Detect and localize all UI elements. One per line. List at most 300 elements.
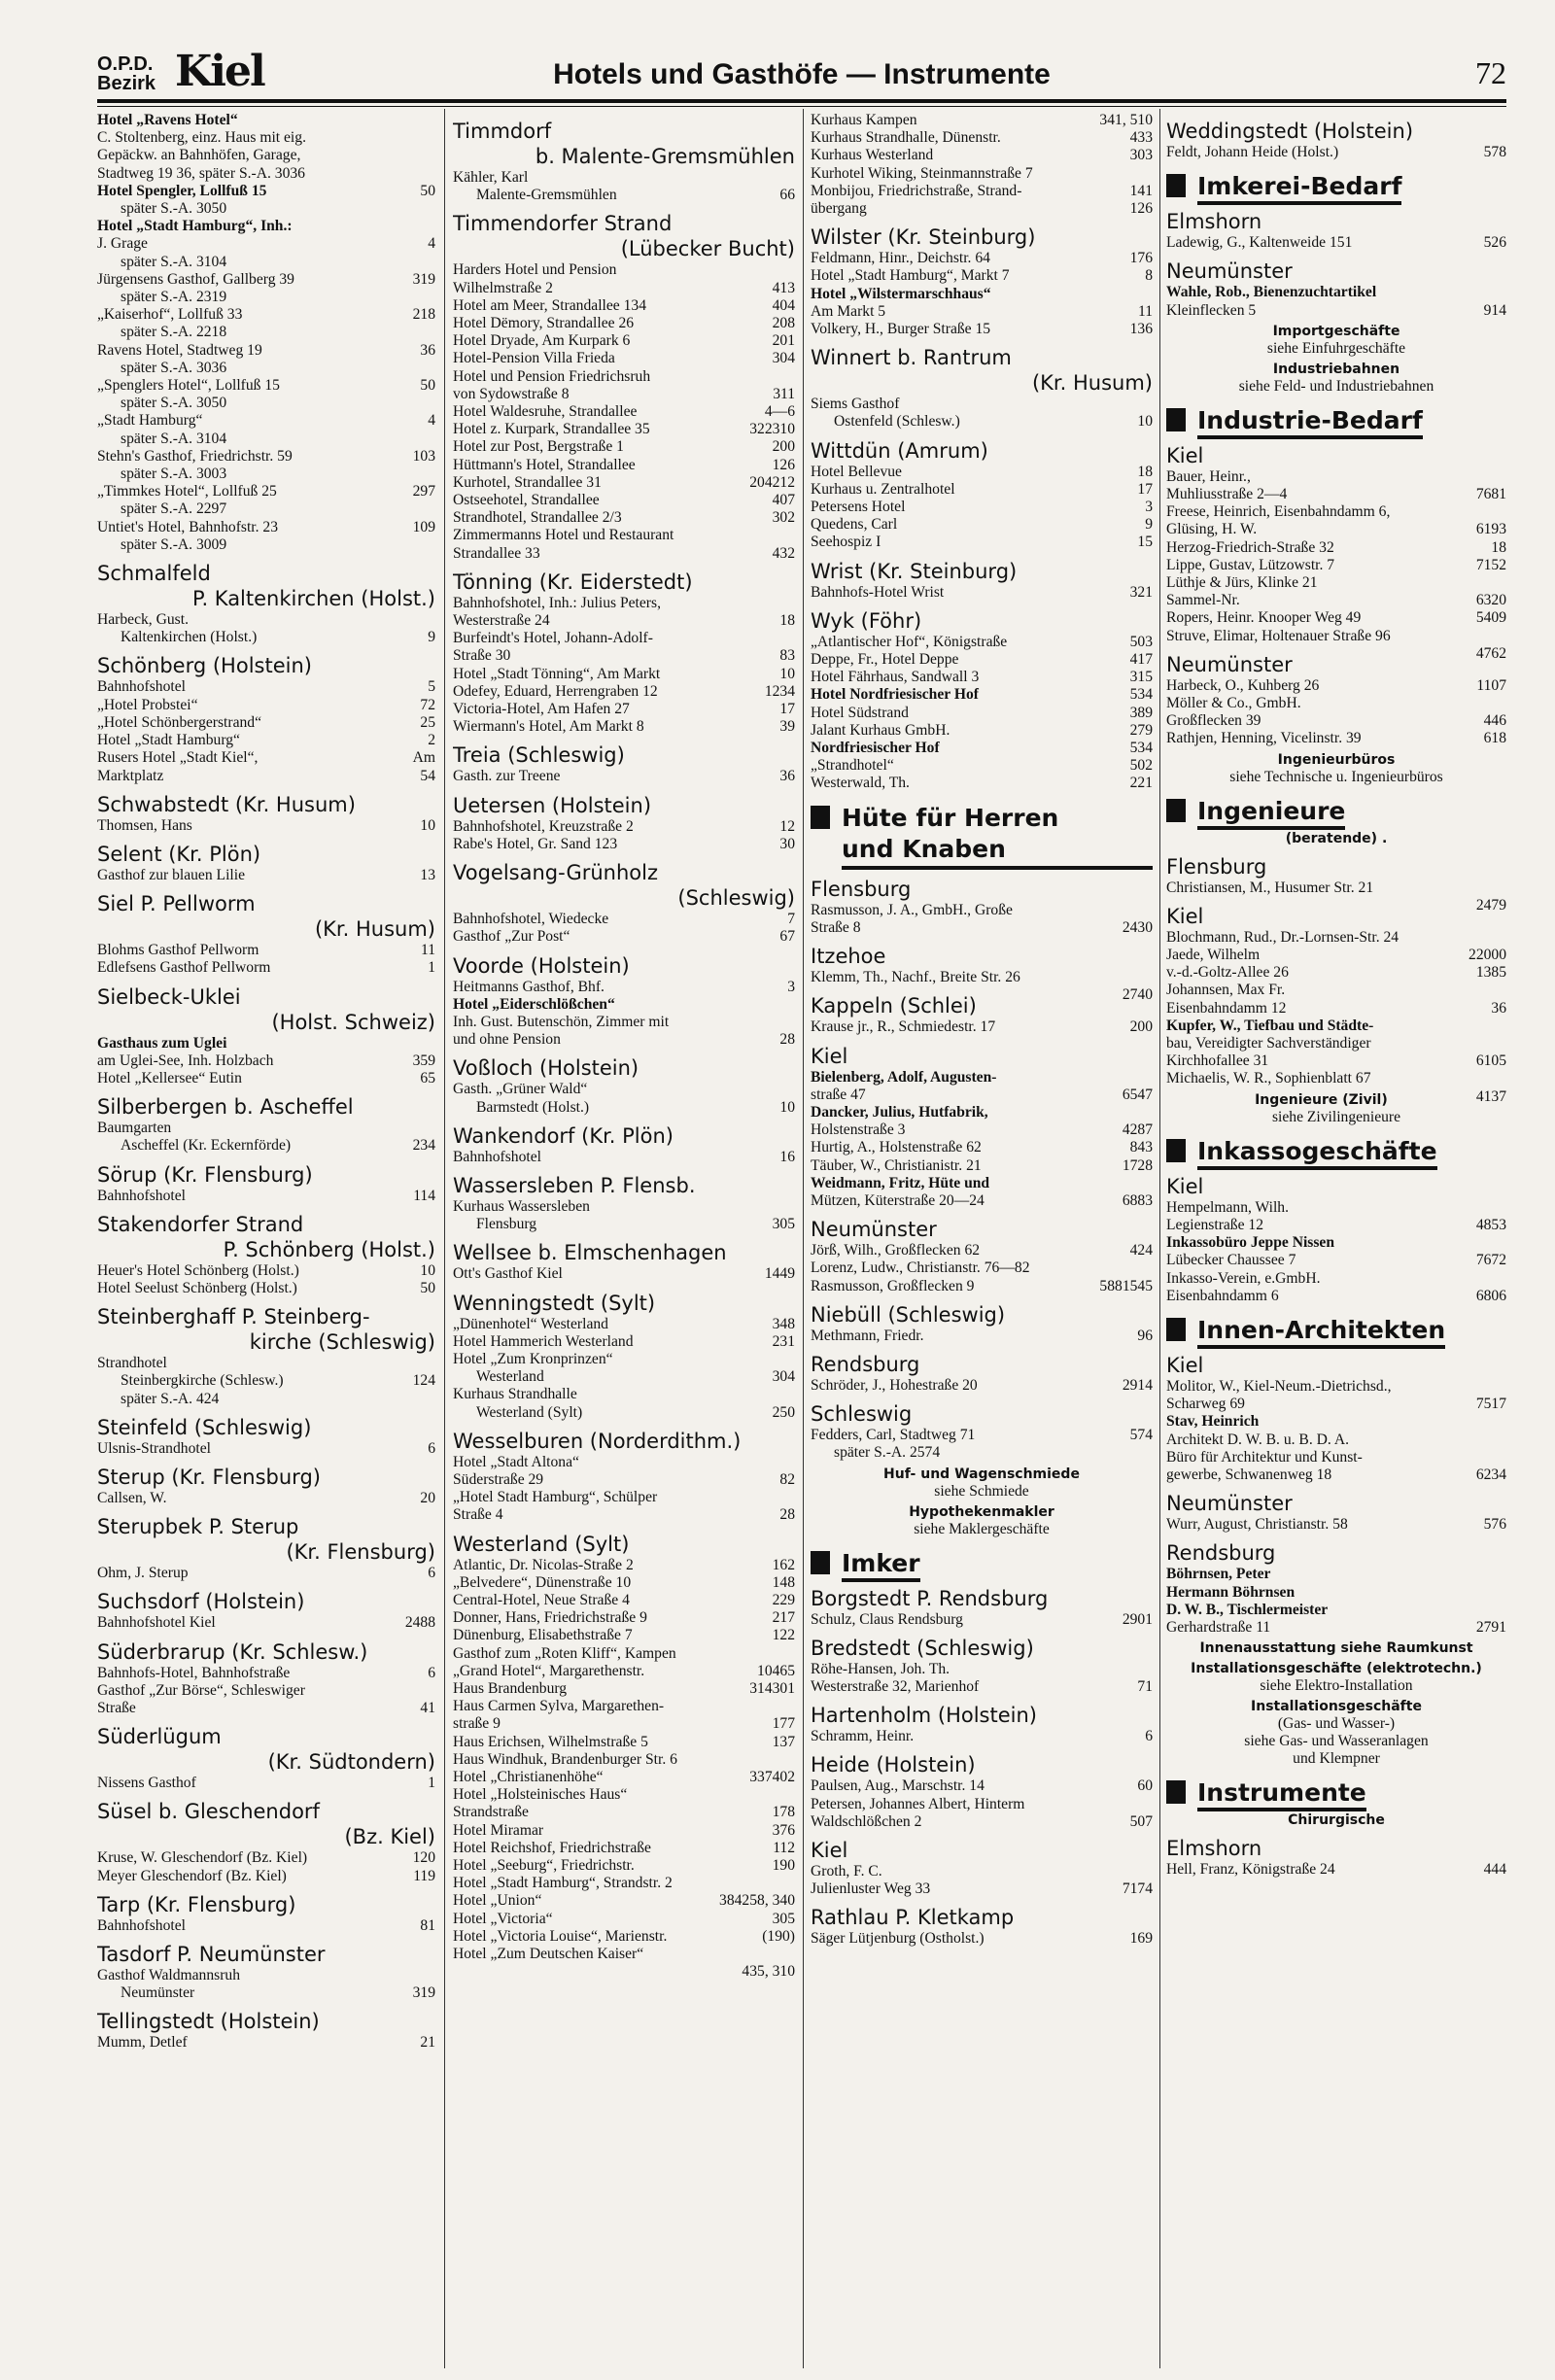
entry-text: später S.-A. 3036 [121, 359, 227, 376]
phone-number: 6234 [1475, 1466, 1506, 1483]
entry-text: Neumünster [121, 1984, 195, 2002]
town-name: Timmendorfer Strand [453, 212, 673, 236]
phone-number: 303 [1129, 147, 1153, 164]
entry-text: Donner, Hans, Friedrichstraße 9 [453, 1609, 647, 1627]
entry-text: später S.-A. 2297 [121, 500, 227, 518]
subcategory-heading: Industriebahnen [1272, 361, 1400, 377]
list-item [453, 457, 795, 474]
list-item [453, 836, 795, 853]
town-name: Niebüll (Schleswig) [811, 1302, 1006, 1327]
town-name: Wrist (Kr. Steinburg) [811, 559, 1018, 583]
entry-text: Julienluster Weg 33 [811, 1880, 931, 1898]
phone-number: 2901 [1122, 1610, 1153, 1628]
phone-number: 6547 [1122, 1086, 1153, 1103]
entry-text: Hotel Nordfriesischer Hof [811, 686, 979, 704]
phone-number: 4853 [1475, 1216, 1506, 1233]
town-heading [453, 793, 795, 818]
entry-text: Holstenstraße 3 [811, 1121, 906, 1139]
phone-number: 588 [1099, 1277, 1123, 1294]
phone-number: 10 [757, 1662, 773, 1679]
list-item [97, 324, 435, 341]
list-item [453, 1804, 795, 1821]
entry-text: Wurr, August, Christianstr. 58 [1166, 1516, 1348, 1534]
list-item [1166, 503, 1506, 521]
list-item [97, 483, 435, 500]
entry-text: Kurhaus Kampen [811, 112, 917, 128]
entry-text: Fedders, Carl, Stadtweg 71 [811, 1427, 976, 1444]
town-name: Sterup (Kr. Flensburg) [97, 1465, 321, 1489]
list-item [453, 527, 795, 544]
phone-number: 376 [772, 1821, 795, 1839]
town-name: Flensburg [1166, 854, 1267, 879]
town-name: Steinfeld (Schleswig) [97, 1415, 312, 1439]
entry-text: Rasmusson, J. A., GmbH., Große [811, 901, 1013, 918]
list-item [453, 911, 795, 928]
phone-number: 212 [772, 473, 795, 491]
entry-text: „Spenglers Hotel“, Lollfuß 15 [97, 377, 280, 395]
phone-number: 72 [420, 696, 435, 713]
town-postal: (Kr. Südtondern) [267, 1750, 435, 1775]
entry-text: Ropers, Heinr. Knooper Weg 49 [1166, 609, 1362, 627]
phone-number: 304 [772, 350, 795, 367]
subcategory-heading: Importgeschäfte [1272, 323, 1400, 339]
phone-number: 618 [1483, 730, 1506, 747]
entry-text: Quedens, Carl [811, 516, 898, 534]
entry-text: bau, Vereidigter Sachverständiger [1166, 1035, 1371, 1052]
town-name: Kiel [1166, 1353, 1204, 1377]
phone-number: 413 [772, 279, 795, 296]
phone-number: 7517 [1475, 1396, 1506, 1413]
cross-reference: siehe Zivilingenieure [1271, 1108, 1401, 1125]
entry-text: Hotel Hammerich Westerland [453, 1332, 634, 1350]
entry-text: Jaede, Wilhelm [1166, 947, 1261, 964]
list-item [453, 666, 795, 683]
list-item [453, 261, 795, 279]
list-item [453, 1265, 795, 1283]
list-item [1166, 1070, 1506, 1087]
entry-text: Heitmanns Gasthof, Bhf. [453, 978, 605, 995]
entry-text: Nissens Gasthof [97, 1775, 196, 1792]
entry-text: Hotel Waldesruhe, Strandallee [453, 403, 638, 421]
town-name: Tasdorf P. Neumünster [97, 1942, 326, 1966]
phone-number: 148 [772, 1573, 795, 1591]
phone-number: 217 [772, 1609, 795, 1627]
list-item [811, 1104, 1153, 1121]
list-item [453, 297, 795, 315]
phone-number: 2 [428, 732, 435, 749]
phone-number: 389 [1129, 704, 1153, 721]
town-heading [97, 1415, 435, 1440]
entry-text: Baumgarten [97, 1120, 172, 1137]
list-item [1166, 1516, 1506, 1534]
phone-number: 2791 [1475, 1618, 1506, 1636]
phone-number: 465 [772, 1662, 795, 1679]
entry-text: Untiet's Hotel, Bahnhofstr. 23 [97, 518, 279, 535]
entry-text: Wilhelmstraße 2 [453, 279, 553, 296]
phone-number: 36 [779, 768, 795, 785]
town-heading [97, 1162, 435, 1188]
entry-text: Lüthje & Jürs, Klinke 21 [1166, 574, 1318, 592]
list-item [1166, 284, 1506, 301]
phone-number: 176 [1129, 250, 1153, 267]
town-name: Vogelsang-Grünholz [453, 861, 659, 885]
entry-text: Rathjen, Henning, Vicelinstr. 39 [1166, 730, 1362, 747]
phone-number: 66 [779, 187, 795, 204]
list-item [811, 321, 1153, 338]
town-name: Elmshorn [1166, 1837, 1262, 1861]
list-item [97, 1262, 435, 1280]
town-heading [97, 1799, 435, 1849]
list-item [97, 714, 435, 732]
entry-text: Kupfer, W., Tiefbau und Städte- [1166, 1017, 1374, 1034]
list-item [1166, 628, 1506, 645]
list-item [1166, 1199, 1506, 1217]
list-item [811, 1018, 1153, 1036]
town-name: Neumünster [811, 1218, 937, 1242]
list-item [453, 474, 795, 492]
entry-text: Gasthof „Zur Post“ [453, 928, 570, 946]
town-name: Itzehoe [811, 945, 886, 969]
list-item [811, 740, 1153, 757]
entry-text: Waldschlößchen 2 [811, 1812, 922, 1830]
town-heading [811, 1401, 1153, 1427]
cross-reference: siehe Schmiede [934, 1482, 1029, 1500]
phone-number: Am [412, 749, 435, 767]
entry-text: Hotel „Seeburg“, Friedrichstr. [453, 1857, 635, 1875]
town-name: Kiel [811, 1838, 848, 1862]
phone-number: 18 [779, 612, 795, 630]
phone-number: 321 [1129, 583, 1153, 601]
category-title: Industrie-Bedarf [1197, 406, 1423, 439]
phone-number: 503 [1129, 633, 1153, 650]
list-item [453, 509, 795, 527]
phone-number: 83 [779, 647, 795, 665]
phone-number: 2488 [404, 1614, 435, 1632]
list-item [453, 768, 795, 785]
list-item [97, 1355, 435, 1372]
subcategory-heading: Ingenieurbüros [1277, 751, 1396, 768]
phone-number: 6 [428, 1664, 435, 1681]
town-postal: P. Schönberg (Holst.) [223, 1237, 435, 1261]
list-item [453, 1557, 795, 1574]
phone-number: 39 [779, 718, 795, 736]
entry-text: Klemm, Th., Nachf., Breite Str. 26 [811, 969, 1020, 986]
list-item [811, 464, 1153, 481]
town-postal: b. Malente-Gremsmühlen [535, 145, 795, 168]
town-name: Tellingstedt (Holstein) [97, 2010, 320, 2034]
phone-number: 229 [772, 1591, 795, 1608]
town-name: Wittdün (Amrum) [811, 438, 988, 463]
cross-reference: siehe Maklergeschäfte [914, 1520, 1050, 1537]
list-item [453, 683, 795, 701]
phone-number: 444 [1483, 1861, 1506, 1879]
entry-text: Ohm, J. Sterup [97, 1565, 189, 1582]
entry-text: „Hotel Stadt Hamburg“, Schülper [453, 1489, 658, 1506]
list-item [811, 775, 1153, 792]
subcategory-heading: Installationsgeschäfte [1251, 1699, 1422, 1715]
entry-text: Bahnhofshotel, Wiedecke [453, 911, 609, 928]
phone-number: 1107 [1476, 676, 1506, 694]
entry-text: später S.-A. 3050 [121, 395, 227, 412]
phone-number: 22000 [1469, 947, 1506, 964]
category-heading [811, 803, 1153, 870]
category-marker-icon [1166, 1780, 1186, 1804]
phone-number: 208 [772, 315, 795, 332]
entry-text: Hempelmann, Wilh. [1166, 1198, 1289, 1216]
header-rule-thick [97, 99, 1506, 103]
list-item [97, 271, 435, 289]
entry-text: Harbeck, O., Kuhberg 26 [1166, 676, 1320, 694]
entry-text: und ohne Pension [453, 1031, 561, 1049]
phone-number: 60 [1137, 1777, 1153, 1795]
list-item [453, 1786, 795, 1804]
entry-text: Nordfriesischer Hof [811, 740, 940, 757]
column-3 [811, 112, 1153, 2366]
phone-number: 424 [1129, 1242, 1153, 1259]
town-name: Schmalfeld [97, 562, 211, 586]
list-item [811, 250, 1153, 267]
phone-number: 119 [413, 1867, 435, 1884]
phone-number: 65 [420, 1069, 435, 1087]
category-marker-icon [1166, 799, 1186, 822]
phone-number: 36 [1491, 999, 1506, 1017]
entry-text: Ulsnis-Strandhotel [97, 1439, 211, 1457]
phone-number: 314 [749, 1679, 773, 1697]
phone-number: 1545 [1122, 1277, 1153, 1294]
entry-text: Jürgensens Gasthof, Gallberg 39 [97, 270, 294, 288]
list-item [97, 1967, 435, 1984]
phone-number: 258, 340 [742, 1892, 795, 1910]
town-heading [453, 569, 795, 595]
entry-text: Hotel z. Kurpark, Strandallee 35 [453, 421, 650, 438]
list-item [1166, 1396, 1506, 1413]
phone-number: 337 [749, 1769, 773, 1785]
list-item [453, 350, 795, 367]
list-item [811, 1139, 1153, 1156]
phone-number: 6806 [1475, 1287, 1506, 1304]
entry-text: später S.-A. 3104 [121, 430, 227, 447]
list-item [811, 129, 1153, 147]
list-item [97, 732, 435, 749]
town-name: Wesselburen (Norderdithm.) [453, 1429, 742, 1453]
entry-text: Gasthaus zum Uglei [97, 1034, 227, 1052]
page-number: 72 [1475, 55, 1506, 90]
list-item [453, 647, 795, 665]
list-item [811, 396, 1153, 413]
entry-text: Lübecker Chaussee 7 [1166, 1252, 1296, 1269]
town-name: Uetersen (Holstein) [453, 793, 652, 817]
phone-number: 25 [420, 713, 435, 731]
town-heading [811, 944, 1153, 969]
list-item [811, 1777, 1153, 1795]
list-item [453, 1031, 795, 1049]
entry-text: D. W. B., Tischlermeister [1166, 1601, 1329, 1618]
phone-number: 574 [1129, 1427, 1153, 1444]
entry-text: Kurhaus Strandhalle [453, 1386, 577, 1403]
list-item [811, 722, 1153, 740]
town-heading [811, 224, 1153, 250]
phone-number: 114 [413, 1187, 435, 1204]
list-item [811, 1121, 1153, 1139]
town-name: Treia (Schleswig) [453, 743, 625, 768]
list-item [453, 1333, 795, 1351]
list-item [811, 1678, 1153, 1696]
phone-number: 17 [779, 701, 795, 718]
entry-text: Gasthof Waldmannsruh [97, 1966, 241, 1983]
list-item [1166, 234, 1506, 252]
cross-reference: siehe Feld- und Industriebahnen [1238, 377, 1434, 395]
entry-text: gewerbe, Schwanenweg 18 [1166, 1466, 1332, 1483]
phone-number: 103 [412, 447, 435, 465]
entry-text: Schramm, Heinr. [811, 1728, 915, 1745]
list-item [811, 919, 1153, 937]
entry-text: „Timmkes Hotel“, Lollfuß 25 [97, 483, 277, 500]
phone-number: 96 [1137, 1327, 1153, 1344]
phone-number: 204 [749, 473, 773, 491]
entry-text: C. Stoltenberg, einz. Haus mit eig. [97, 129, 306, 147]
category-title: Instrumente [1197, 1778, 1366, 1811]
town-heading [97, 1094, 435, 1120]
town-heading [811, 1586, 1153, 1611]
entry-text: Am Markt 5 [811, 302, 886, 320]
list-item [811, 413, 1153, 431]
column-separator [444, 109, 445, 2368]
category-title: Imkerei-Bedarf [1197, 172, 1401, 205]
list-item [453, 169, 795, 187]
list-item [97, 165, 435, 183]
phone-number: 13 [420, 866, 435, 883]
list-item [1166, 1449, 1506, 1466]
bezirk-label: Bezirk [97, 73, 156, 94]
phone-number: 7672 [1475, 1252, 1506, 1269]
phone-number: 6 [1145, 1728, 1153, 1745]
entry-text: Kaltenkirchen (Holst.) [121, 629, 258, 646]
list-item [811, 147, 1153, 164]
list-item [1166, 1566, 1506, 1583]
list-item [1166, 302, 1506, 320]
list-item [811, 200, 1153, 218]
town-heading [1166, 1491, 1506, 1516]
phone-number: 169 [1129, 1930, 1153, 1948]
column-4 [1166, 112, 1506, 2366]
phone-number: 279 [1129, 721, 1153, 739]
column-2 [453, 112, 795, 2366]
phone-number: 348 [772, 1315, 795, 1332]
entry-text: Hotel „Eiderschlößchen“ [453, 995, 615, 1013]
list-item [811, 1611, 1153, 1629]
entry-text: Rasmusson, Großflecken 9 [811, 1277, 975, 1294]
entry-text: Callsen, W. [97, 1489, 167, 1506]
town-heading [453, 1429, 795, 1454]
town-postal: (Holst. Schweiz) [271, 1010, 435, 1034]
list-item [97, 1984, 435, 2002]
town-heading [811, 608, 1153, 634]
town-heading [811, 438, 1153, 464]
entry-text: Hotel „Stadt Hamburg“ [97, 732, 240, 749]
town-name: Sielbeck-Uklei [97, 984, 241, 1009]
town-name: Wilster (Kr. Steinburg) [811, 225, 1036, 250]
town-name: Wankendorf (Kr. Plön) [453, 1123, 674, 1148]
phone-number: 2479 [1475, 896, 1506, 914]
phone-number: 6 [428, 1439, 435, 1457]
entry-text: Wahle, Rob., Bienenzuchtartikel [1166, 284, 1377, 301]
town-heading [97, 842, 435, 867]
entry-text: Hotel Südstrand [811, 704, 909, 721]
list-item [811, 165, 1153, 183]
list-item [97, 112, 435, 129]
list-item [811, 757, 1153, 775]
entry-text: Ascheffel (Kr. Eckernförde) [121, 1137, 292, 1155]
entry-text: Böhrnsen, Peter [1166, 1566, 1271, 1583]
list-item [97, 678, 435, 696]
entry-text: Gasthof zum „Roten Kliff“, Kampen [453, 1644, 676, 1662]
list-item [97, 360, 435, 377]
phone-number: 17 [1137, 480, 1153, 498]
phone-number: 4762 [1475, 644, 1506, 662]
entry-text: Seehospiz I [811, 534, 881, 551]
list-item [97, 200, 435, 218]
entry-text: Rabe's Hotel, Gr. Sand 123 [453, 835, 618, 852]
list-item [1166, 1288, 1506, 1305]
entry-text: Bahnhofshotel Kiel [97, 1614, 216, 1632]
list-item [811, 1175, 1153, 1192]
phone-number: 5409 [1475, 609, 1506, 627]
phone-number: 141 [1129, 182, 1153, 199]
town-name: Stakendorfer Strand [97, 1212, 304, 1236]
town-heading [453, 860, 795, 911]
list-item [97, 1682, 435, 1700]
entry-text: Molitor, W., Kiel-Neum.-Dietrichsd., [1166, 1377, 1392, 1395]
phone-number: 178 [772, 1804, 795, 1821]
phone-number: 50 [420, 1279, 435, 1296]
entry-text: Straße 4 [453, 1506, 503, 1524]
phone-number: 18 [1491, 538, 1506, 556]
list-item [97, 1280, 435, 1297]
entry-text: Hotel „Ravens Hotel“ [97, 112, 238, 128]
town-name: Steinberghaff P. Steinberg- [97, 1305, 370, 1329]
town-heading [811, 1636, 1153, 1661]
cross-reference: und Klempner [1293, 1750, 1380, 1768]
list-item [811, 584, 1153, 602]
town-name: Timmdorf [453, 120, 552, 143]
list-item [811, 1242, 1153, 1259]
entry-text: Barmstedt (Holst.) [476, 1098, 590, 1116]
list-item [1166, 539, 1506, 557]
list-item [811, 1157, 1153, 1175]
phone-number: 21 [420, 2034, 435, 2052]
entry-text: Hotel „Victoria Louise“, Marienstr. [453, 1927, 668, 1945]
town-heading [811, 559, 1153, 584]
category-marker-icon [1166, 1318, 1186, 1341]
town-heading [811, 877, 1153, 902]
list-item [97, 1490, 435, 1507]
phone-number: 11 [1137, 302, 1153, 320]
category-heading [1166, 405, 1506, 436]
list-item [811, 481, 1153, 499]
district-name: Kiel [175, 47, 264, 96]
town-heading [811, 993, 1153, 1018]
town-name: Wenningstedt (Sylt) [453, 1291, 656, 1315]
list-item [1166, 964, 1506, 982]
list-item [1166, 1602, 1506, 1619]
subcategory-heading: Ingenieure (Zivil) [1255, 1091, 1388, 1108]
entry-text: Hotel Seelust Schönberg (Holst.) [97, 1279, 297, 1296]
town-heading [97, 1514, 435, 1565]
phone-number: 534 [1129, 740, 1153, 757]
phone-number: 218 [412, 306, 435, 324]
list-item [453, 492, 795, 509]
entry-text: straße 9 [453, 1715, 501, 1733]
